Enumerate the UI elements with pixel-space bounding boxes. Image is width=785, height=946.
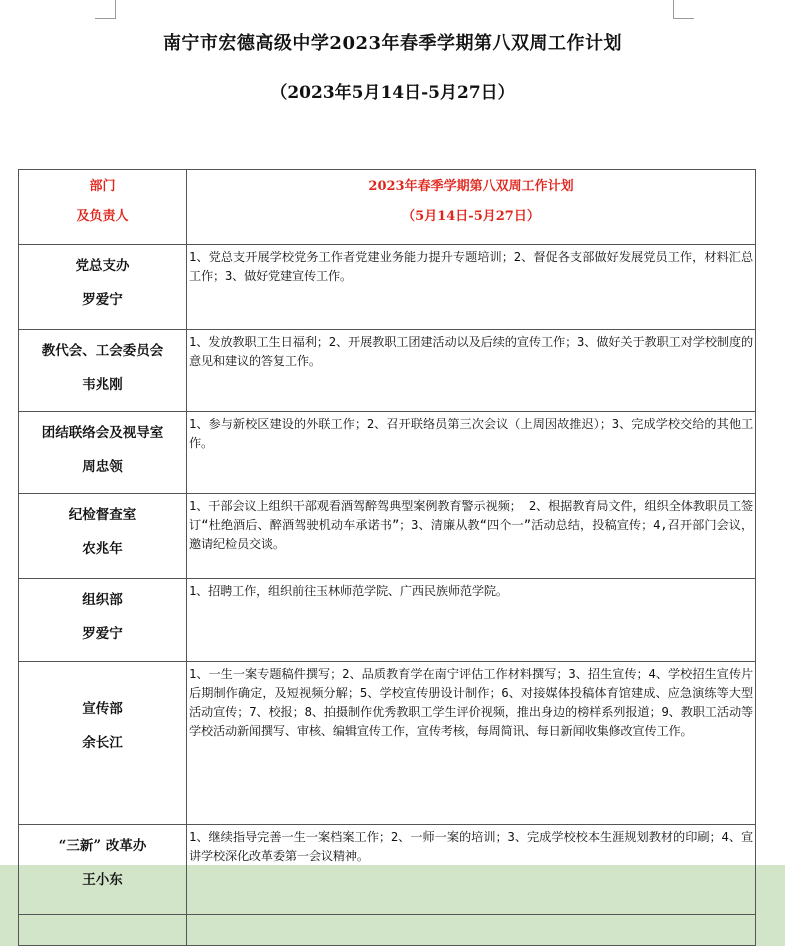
table-row — [19, 245, 756, 330]
plan-content: 1、一生一案专题稿件撰写；2、品质教育学在南宁评估工作材料撰写；3、招生宣传；4、学校招生宣传片后期制作确定，及短视频分解；5、学校宣传册设计制作；6、对接媒体投稿体育馆建成、应急演练等大型活动宣传；7、校报；8、拍摄制作优秀教职工学生评价视频，推出身边的榜样系列报道；9、教职工活动等学校活动新闻撰写、审核、编辑宣传工作，宣传考核，每周简讯、每日新闻收集修改宣传工作。 — [187, 662, 756, 825]
table-row — [19, 330, 756, 412]
dept-person: 罗爱宁 — [82, 292, 123, 308]
header-plan-dates: （5月14日-5月27日） — [402, 209, 540, 224]
dept-person: 罗爱宁 — [82, 626, 123, 642]
plan-content: 1、招聘工作，组织前往玉林师范学院、广西民族师范学院。 — [187, 579, 756, 662]
header-person-label: 及负责人 — [76, 209, 129, 224]
table-row — [19, 579, 756, 662]
plan-content-empty — [187, 915, 756, 946]
plan-content: 1、继续指导完善一生一案档案工作；2、一师一案的培训；3、完成学校校本生涯规划教材的印刷；4、宣讲学校深化改革委第一会议精神。 — [187, 825, 756, 915]
dept-person: 王小东 — [82, 872, 123, 888]
dept-name: 团结联络会及视导室 — [41, 425, 164, 441]
dept-person: 韦兆刚 — [82, 377, 123, 393]
dept-cell — [19, 245, 187, 330]
plan-content: 1、发放教职工生日福利；2、开展教职工团建活动以及后续的宣传工作；3、做好关于教职工对学校制度的意见和建议的答复工作。 — [187, 330, 756, 412]
plan-content: 1、参与新校区建设的外联工作；2、召开联络员第三次会议（上周因故推迟）；3、完成学校交给的其他工作。 — [187, 412, 756, 494]
work-plan-table — [18, 169, 756, 946]
dept-name: 宣传部 — [82, 701, 123, 717]
dept-name: 党总支办 — [75, 258, 130, 274]
dept-person: 余长江 — [82, 735, 123, 751]
dept-name: 组织部 — [82, 592, 123, 608]
dept-cell — [19, 494, 187, 579]
table-header-row — [19, 170, 756, 245]
dept-person: 农兆年 — [82, 541, 123, 557]
page-corner-mark-top-left — [95, 0, 116, 19]
dept-person: 周忠领 — [82, 459, 123, 475]
table-row — [19, 662, 756, 825]
table-row — [19, 412, 756, 494]
dept-cell — [19, 412, 187, 494]
header-plan-title: 2023年春季学期第八双周工作计划 — [368, 179, 574, 194]
dept-cell-empty — [19, 915, 187, 946]
dept-cell — [19, 662, 187, 825]
table-row — [19, 825, 756, 915]
header-plan-cell — [187, 170, 756, 245]
dept-cell — [19, 825, 187, 915]
dept-name: 教代会、工会委员会 — [41, 343, 164, 359]
table-row — [19, 494, 756, 579]
header-dept-label: 部门 — [89, 179, 116, 194]
document-subtitle: （2023年5月14日-5月27日） — [270, 83, 515, 103]
plan-content: 1、干部会议上组织干部观看酒驾醉驾典型案例教育警示视频； 2、根据教育局文件，组织全体教职员工签订“杜绝酒后、醉酒驾驶机动车承诺书”；3、清廉从教“四个一”活动总结，投稿宣传；4,召开部门会议，邀请纪检员交谈。 — [187, 494, 756, 579]
dept-name: “三新” 改革办 — [58, 838, 147, 854]
page-corner-mark-top-right — [673, 0, 694, 19]
document-title: 南宁市宏德高级中学2023年春季学期第八双周工作计划 — [162, 33, 623, 54]
dept-cell — [19, 579, 187, 662]
plan-content: 1、党总支开展学校党务工作者党建业务能力提升专题培训；2、督促各支部做好发展党员工作，材料汇总工作；3、做好党建宣传工作。 — [187, 245, 756, 330]
header-dept-cell — [19, 170, 187, 245]
dept-cell — [19, 330, 187, 412]
dept-name: 纪检督查室 — [68, 507, 137, 523]
table-row-partial — [19, 915, 756, 946]
